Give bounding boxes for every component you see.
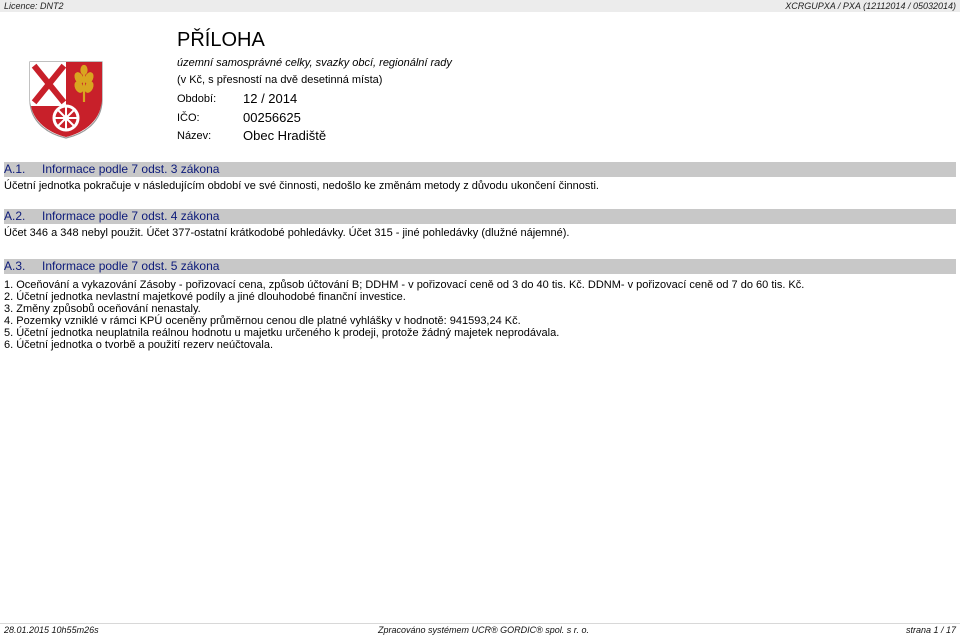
period-label: Období: [177,93,217,105]
list-item: 6. Účetní jednotka o tvorbě a použití rezerv neúčtovala. [4,339,274,351]
ico-label: IČO: [177,112,200,124]
list-item: 1. Oceňování a vykazování Zásoby - pořizovací cena, způsob účtování B; DDHM - v pořizovací ceně od 3 do 40 tis. Kč. DDNM- v pořizovací ceně od 7 do 60 tis. Kč. [4,279,805,291]
footer-processed-by: Zpracováno systémem UCR® GORDIC® spol. s r. o. [378,625,589,635]
section-title: Informace podle 7 odst. 3 zákona [42,162,220,176]
name-label: Název: [177,130,212,142]
section-title: Informace podle 7 odst. 4 zákona [42,209,220,223]
ico-value: 00256625 [243,110,301,125]
licence-text: Licence: DNT2 [4,1,64,11]
page-header-bar [0,0,960,12]
section-a2-header [4,209,956,224]
name-value: Obec Hradiště [243,128,327,143]
footer-timestamp: 28.01.2015 10h55m26s [4,625,99,635]
footer-divider [0,623,960,624]
section-a3-header [4,259,956,274]
document-subtitle: územní samosprávné celky, svazky obcí, regionální rady [177,57,452,69]
period-value: 12 / 2014 [243,91,298,106]
section-number: A.1. [4,162,26,176]
municipal-coat-of-arms-icon [28,60,104,140]
list-item: 3. Změny způsobů oceňování nenastaly. [4,303,201,315]
page-footer [0,623,960,637]
list-item: 2. Účetní jednotka nevlastní majetkové podíly a jiné dlouhodobé finanční investice. [4,291,406,303]
section-a1-header [4,162,956,177]
list-item: 4. Pozemky vzniklé v rámci KPÚ oceněny průměrnou cenou dle platné vyhlášky v hodnotě: 941593,24 Kč. [4,315,521,327]
list-item: 5. Účetní jednotka neuplatnila reálnou hodnotu u majetku určeného k prodeji, protože žádný majetek neprodávala. [4,327,560,339]
footer-page-number: strana 1 / 17 [905,625,956,635]
document-title: PŘÍLOHA [177,29,265,51]
section-number: A.2. [4,209,26,223]
section-number: A.3. [4,259,26,273]
section-title: Informace podle 7 odst. 5 zákona [42,259,220,273]
units-note: (v Kč, s přesností na dvě desetinná místa) [177,74,383,86]
section-a1-text: Účetní jednotka pokračuje v následujícím období ve své činnosti, nedošlo ke změnám metody z důvodu ukončení činnosti. [4,180,599,192]
section-a2-text: Účet 346 a 348 nebyl použit. Účet 377-ostatní krátkodobé pohledávky. Účet 315 - jiné pohledávky (dlužné nájemné). [4,227,570,239]
report-code: XCRGUPXA / PXA (12112014 / 05032014) [785,1,956,11]
